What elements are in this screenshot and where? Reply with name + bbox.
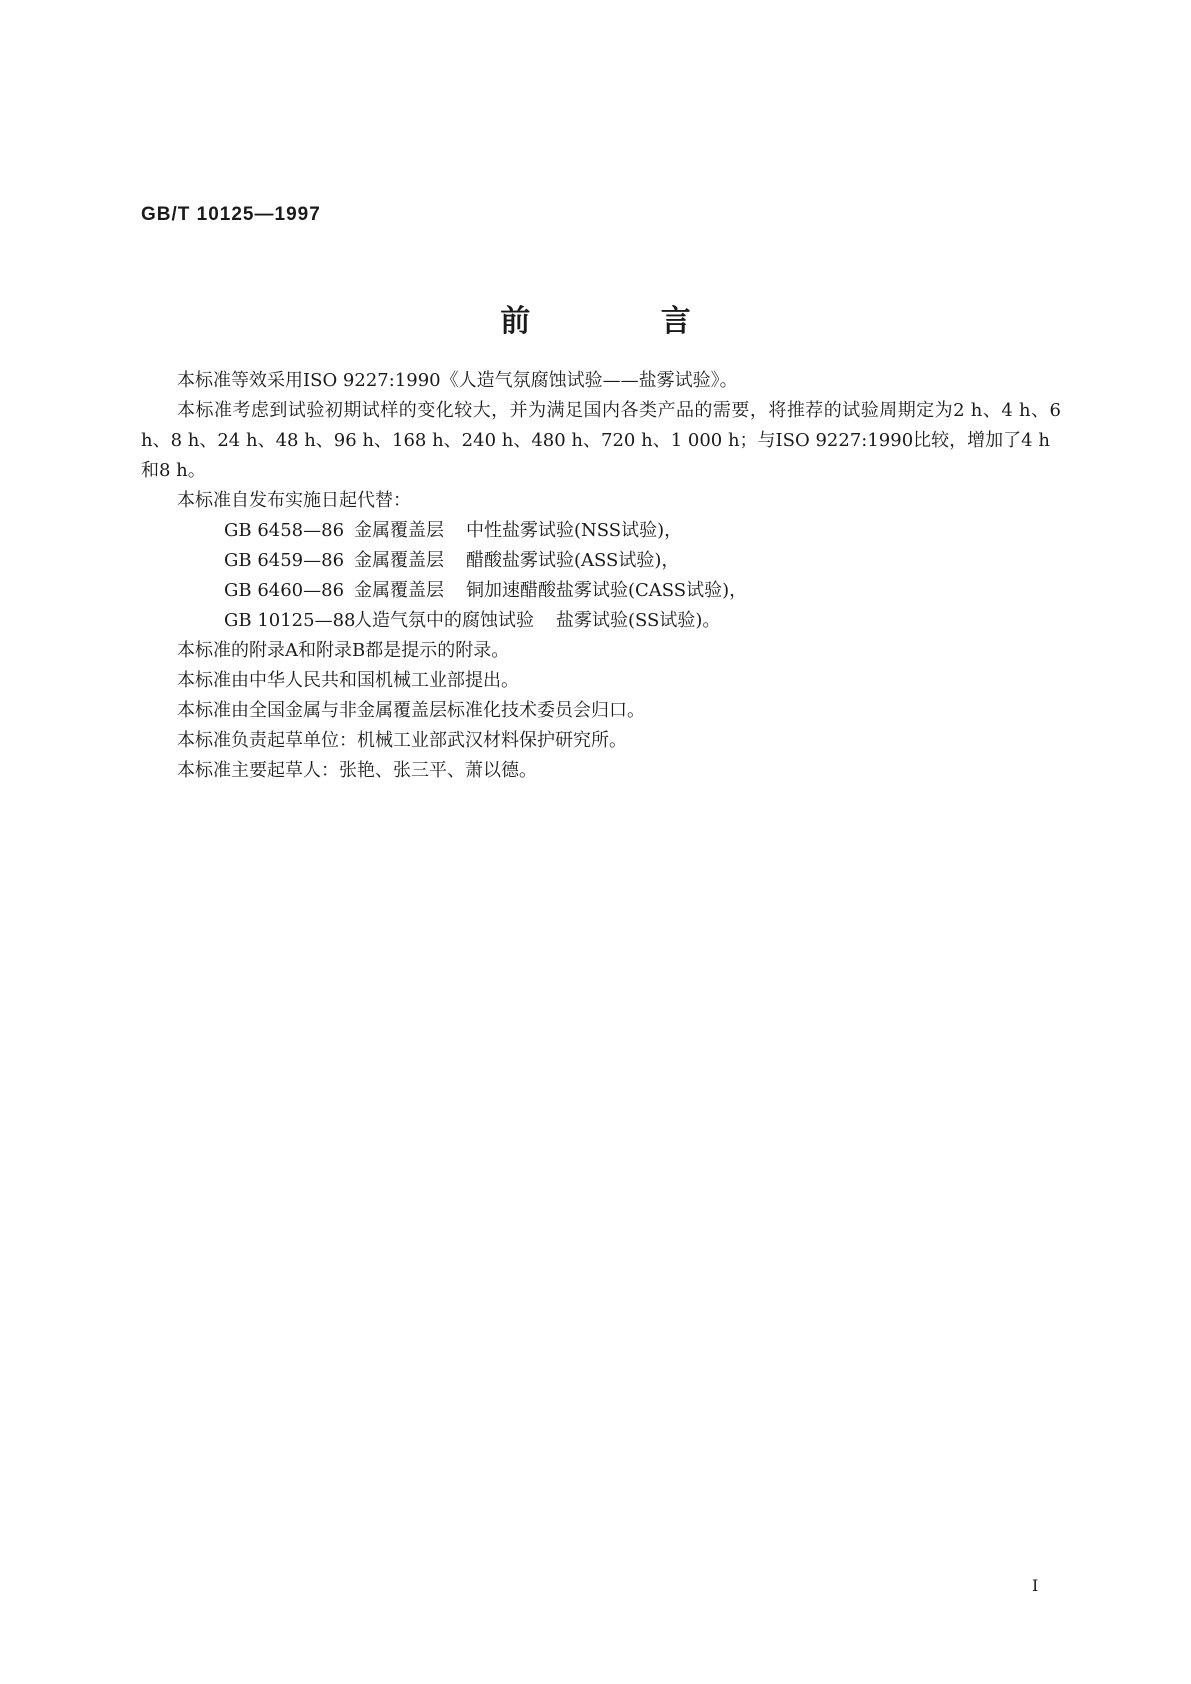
paragraph-drafters: 本标准主要起草人：张艳、张三平、萧以德。 <box>177 760 537 781</box>
standard-name: 盐雾试验(SS试验)。 <box>556 610 721 631</box>
standard-code-item: GB 6460—86 <box>224 580 345 601</box>
foreword-body <box>141 366 1061 786</box>
paragraph-test-periods: 本标准考虑到试验初期试样的变化较大，并为满足国内各类产品的需要，将推荐的试验周期定为2 h、4 h、6 h、8 h、24 h、48 h、96 h、168 h、240 h、480 h、720 h、1 000 h；与ISO 9227:1990比较，增加了4 h <box>141 400 1061 451</box>
paragraph-test-periods-cont: 和8 h。 <box>141 460 206 481</box>
paragraph-appendix: 本标准的附录A和附录B都是提示的附录。 <box>177 640 510 661</box>
paragraph-proposer: 本标准由中华人民共和国机械工业部提出。 <box>177 670 519 691</box>
paragraph-drafting-unit: 本标准负责起草单位：机械工业部武汉材料保护研究所。 <box>177 730 627 751</box>
list-item <box>141 576 1061 606</box>
standard-code-item: GB 6458—86 <box>224 520 345 541</box>
standard-code: GB/T 10125—1997 <box>141 204 321 225</box>
paragraph-adoption: 本标准等效采用ISO 9227:1990《人造气氛腐蚀试验——盐雾试验》。 <box>177 370 738 391</box>
standard-name: 中性盐雾试验(NSS试验)， <box>466 520 683 541</box>
paragraph-replaces: 本标准自发布实施日起代替： <box>177 490 411 511</box>
replaced-standards-list <box>141 516 1061 636</box>
page-title: 前 言 <box>500 304 751 339</box>
list-item <box>141 546 1061 576</box>
standard-code-item: GB 10125—88 <box>224 610 356 631</box>
standard-category: 人造气氛中的腐蚀试验 <box>354 610 534 631</box>
standard-category: 金属覆盖层 <box>354 550 444 571</box>
standard-code-item: GB 6459—86 <box>224 550 345 571</box>
standard-name: 醋酸盐雾试验(ASS试验)， <box>466 550 680 571</box>
list-item <box>141 606 1061 636</box>
standard-category: 金属覆盖层 <box>354 580 444 601</box>
standard-category: 金属覆盖层 <box>354 520 444 541</box>
standard-name: 铜加速醋酸盐雾试验(CASS试验)， <box>466 580 748 601</box>
list-item <box>141 516 1061 546</box>
paragraph-committee: 本标准由全国金属与非金属覆盖层标准化技术委员会归口。 <box>177 700 645 721</box>
page-number: I <box>1032 1576 1039 1595</box>
